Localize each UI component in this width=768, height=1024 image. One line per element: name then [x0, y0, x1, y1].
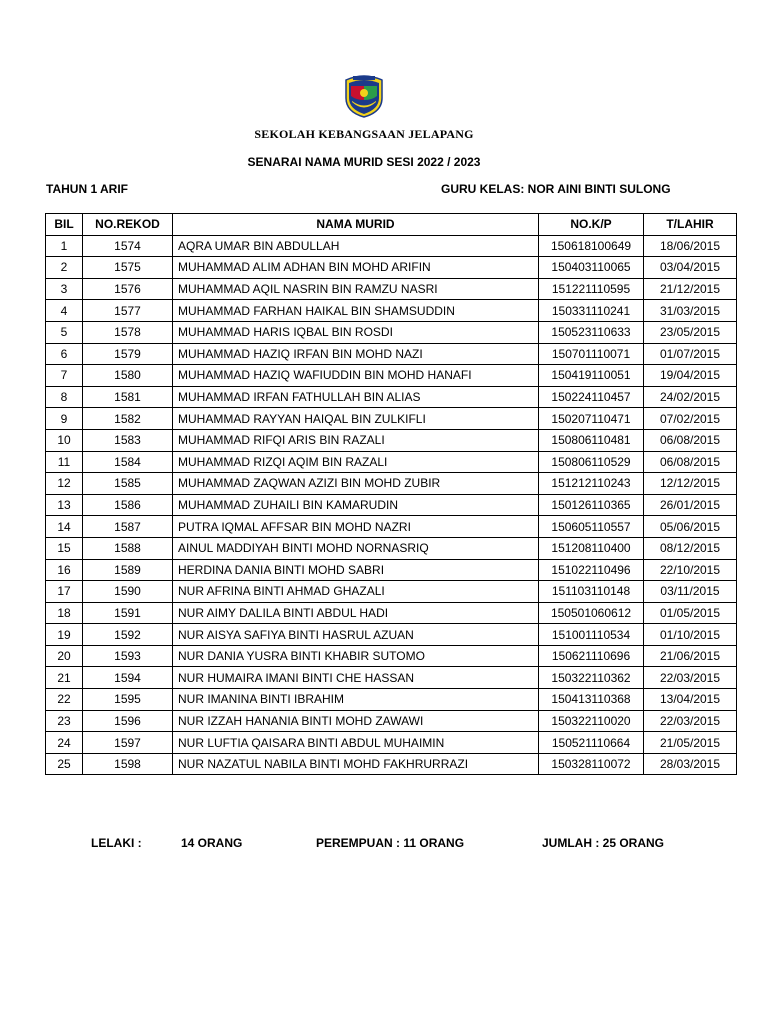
cell-t-lahir: 07/02/2015 [644, 408, 737, 430]
cell-no-kp: 150403110065 [539, 257, 644, 279]
cell-no-rekod: 1590 [83, 581, 173, 603]
cell-nama-murid: HERDINA DANIA BINTI MOHD SABRI [173, 559, 539, 581]
cell-bil: 15 [46, 537, 83, 559]
cell-no-rekod: 1585 [83, 473, 173, 495]
table-row [46, 343, 737, 365]
cell-no-rekod: 1591 [83, 602, 173, 624]
column-header-no-kp: NO.K/P [539, 214, 644, 236]
table-row [46, 559, 737, 581]
cell-nama-murid: NUR IZZAH HANANIA BINTI MOHD ZAWAWI [173, 710, 539, 732]
cell-nama-murid: MUHAMMAD ZAQWAN AZIZI BIN MOHD ZUBIR [173, 473, 539, 495]
cell-t-lahir: 13/04/2015 [644, 689, 737, 711]
cell-t-lahir: 05/06/2015 [644, 516, 737, 538]
school-name: SEKOLAH KEBANGSAAN JELAPANG [254, 127, 474, 141]
cell-no-rekod: 1598 [83, 753, 173, 775]
cell-bil: 24 [46, 732, 83, 754]
cell-nama-murid: MUHAMMAD HARIS IQBAL BIN ROSDI [173, 321, 539, 343]
cell-no-kp: 150605110557 [539, 516, 644, 538]
cell-no-rekod: 1589 [83, 559, 173, 581]
table-row [46, 624, 737, 646]
cell-bil: 12 [46, 473, 83, 495]
list-title: SENARAI NAMA MURID SESI 2022 / 2023 [247, 155, 481, 169]
cell-bil: 4 [46, 300, 83, 322]
cell-nama-murid: MUHAMMAD ZUHAILI BIN KAMARUDIN [173, 494, 539, 516]
cell-bil: 25 [46, 753, 83, 775]
cell-no-rekod: 1578 [83, 321, 173, 343]
cell-t-lahir: 22/10/2015 [644, 559, 737, 581]
cell-no-kp: 150322110362 [539, 667, 644, 689]
column-header-no-rekod: NO.REKOD [83, 214, 173, 236]
cell-t-lahir: 21/05/2015 [644, 732, 737, 754]
table-row [46, 257, 737, 279]
cell-nama-murid: NUR AIMY DALILA BINTI ABDUL HADI [173, 602, 539, 624]
cell-no-kp: 151208110400 [539, 537, 644, 559]
table-body [46, 235, 737, 775]
cell-no-kp: 151103110148 [539, 581, 644, 603]
cell-t-lahir: 18/06/2015 [644, 235, 737, 257]
cell-no-rekod: 1597 [83, 732, 173, 754]
cell-no-kp: 150621110696 [539, 645, 644, 667]
cell-bil: 9 [46, 408, 83, 430]
cell-no-rekod: 1581 [83, 386, 173, 408]
table-row [46, 710, 737, 732]
table-row [46, 451, 737, 473]
cell-no-rekod: 1596 [83, 710, 173, 732]
column-header-nama-murid: NAMA MURID [173, 214, 539, 236]
cell-no-rekod: 1586 [83, 494, 173, 516]
table-row [46, 689, 737, 711]
table-row [46, 278, 737, 300]
cell-bil: 21 [46, 667, 83, 689]
cell-no-kp: 151221110595 [539, 278, 644, 300]
cell-t-lahir: 23/05/2015 [644, 321, 737, 343]
cell-nama-murid: NUR AISYA SAFIYA BINTI HASRUL AZUAN [173, 624, 539, 646]
cell-bil: 10 [46, 429, 83, 451]
cell-t-lahir: 08/12/2015 [644, 537, 737, 559]
cell-nama-murid: MUHAMMAD IRFAN FATHULLAH BIN ALIAS [173, 386, 539, 408]
cell-no-rekod: 1595 [83, 689, 173, 711]
cell-no-kp: 150521110664 [539, 732, 644, 754]
cell-t-lahir: 01/07/2015 [644, 343, 737, 365]
table-row [46, 753, 737, 775]
cell-nama-murid: MUHAMMAD RAYYAN HAIQAL BIN ZULKIFLI [173, 408, 539, 430]
cell-bil: 18 [46, 602, 83, 624]
cell-no-kp: 150523110633 [539, 321, 644, 343]
female-count: PEREMPUAN : 11 ORANG [316, 836, 465, 850]
table-row [46, 732, 737, 754]
table-row [46, 473, 737, 495]
cell-bil: 3 [46, 278, 83, 300]
cell-bil: 11 [46, 451, 83, 473]
cell-nama-murid: MUHAMMAD ALIM ADHAN BIN MOHD ARIFIN [173, 257, 539, 279]
table-row [46, 300, 737, 322]
cell-bil: 16 [46, 559, 83, 581]
total-count: JUMLAH : 25 ORANG [542, 836, 665, 850]
table-row [46, 581, 737, 603]
cell-no-rekod: 1592 [83, 624, 173, 646]
cell-no-kp: 150126110365 [539, 494, 644, 516]
cell-no-rekod: 1579 [83, 343, 173, 365]
cell-nama-murid: PUTRA IQMAL AFFSAR BIN MOHD NAZRI [173, 516, 539, 538]
cell-t-lahir: 19/04/2015 [644, 365, 737, 387]
table-row [46, 321, 737, 343]
cell-nama-murid: MUHAMMAD HAZIQ WAFIUDDIN BIN MOHD HANAFI [173, 365, 539, 387]
table-row [46, 386, 737, 408]
cell-t-lahir: 22/03/2015 [644, 667, 737, 689]
cell-no-rekod: 1593 [83, 645, 173, 667]
cell-no-rekod: 1577 [83, 300, 173, 322]
cell-nama-murid: MUHAMMAD RIZQI AQIM BIN RAZALI [173, 451, 539, 473]
cell-t-lahir: 21/06/2015 [644, 645, 737, 667]
cell-nama-murid: MUHAMMAD AQIL NASRIN BIN RAMZU NASRI [173, 278, 539, 300]
student-table [45, 213, 737, 775]
cell-nama-murid: AINUL MADDIYAH BINTI MOHD NORNASRIQ [173, 537, 539, 559]
cell-bil: 14 [46, 516, 83, 538]
cell-bil: 1 [46, 235, 83, 257]
cell-t-lahir: 22/03/2015 [644, 710, 737, 732]
cell-no-rekod: 1575 [83, 257, 173, 279]
cell-t-lahir: 28/03/2015 [644, 753, 737, 775]
cell-bil: 13 [46, 494, 83, 516]
cell-t-lahir: 06/08/2015 [644, 429, 737, 451]
table-row [46, 516, 737, 538]
cell-t-lahir: 12/12/2015 [644, 473, 737, 495]
cell-bil: 8 [46, 386, 83, 408]
cell-nama-murid: MUHAMMAD RIFQI ARIS BIN RAZALI [173, 429, 539, 451]
cell-bil: 6 [46, 343, 83, 365]
cell-no-kp: 150501060612 [539, 602, 644, 624]
cell-bil: 2 [46, 257, 83, 279]
cell-t-lahir: 21/12/2015 [644, 278, 737, 300]
cell-nama-murid: MUHAMMAD FARHAN HAIKAL BIN SHAMSUDDIN [173, 300, 539, 322]
cell-no-kp: 150328110072 [539, 753, 644, 775]
cell-nama-murid: NUR IMANINA BINTI IBRAHIM [173, 689, 539, 711]
cell-no-kp: 150322110020 [539, 710, 644, 732]
cell-t-lahir: 31/03/2015 [644, 300, 737, 322]
cell-no-kp: 150806110481 [539, 429, 644, 451]
table-row [46, 408, 737, 430]
cell-no-rekod: 1582 [83, 408, 173, 430]
cell-no-rekod: 1588 [83, 537, 173, 559]
cell-no-kp: 151022110496 [539, 559, 644, 581]
table-row [46, 494, 737, 516]
school-crest-icon [344, 74, 384, 118]
cell-t-lahir: 03/04/2015 [644, 257, 737, 279]
cell-no-rekod: 1574 [83, 235, 173, 257]
cell-bil: 17 [46, 581, 83, 603]
class-name: TAHUN 1 ARIF [46, 182, 128, 196]
cell-nama-murid: NUR LUFTIA QAISARA BINTI ABDUL MUHAIMIN [173, 732, 539, 754]
cell-nama-murid: AQRA UMAR BIN ABDULLAH [173, 235, 539, 257]
cell-t-lahir: 03/11/2015 [644, 581, 737, 603]
table-header-row [46, 214, 737, 236]
male-count-label: LELAKI : [91, 836, 142, 850]
cell-no-kp: 150224110457 [539, 386, 644, 408]
cell-no-kp: 150806110529 [539, 451, 644, 473]
cell-nama-murid: NUR NAZATUL NABILA BINTI MOHD FAKHRURRAZI [173, 753, 539, 775]
cell-no-kp: 151001110534 [539, 624, 644, 646]
table-row [46, 365, 737, 387]
table-row [46, 645, 737, 667]
cell-t-lahir: 06/08/2015 [644, 451, 737, 473]
cell-no-kp: 150419110051 [539, 365, 644, 387]
cell-no-rekod: 1583 [83, 429, 173, 451]
cell-bil: 7 [46, 365, 83, 387]
cell-no-rekod: 1584 [83, 451, 173, 473]
cell-bil: 19 [46, 624, 83, 646]
cell-no-rekod: 1587 [83, 516, 173, 538]
cell-t-lahir: 01/10/2015 [644, 624, 737, 646]
cell-no-rekod: 1576 [83, 278, 173, 300]
cell-nama-murid: NUR AFRINA BINTI AHMAD GHAZALI [173, 581, 539, 603]
table-row [46, 537, 737, 559]
cell-nama-murid: MUHAMMAD HAZIQ IRFAN BIN MOHD NAZI [173, 343, 539, 365]
cell-no-kp: 150413110368 [539, 689, 644, 711]
cell-bil: 23 [46, 710, 83, 732]
cell-t-lahir: 26/01/2015 [644, 494, 737, 516]
cell-bil: 5 [46, 321, 83, 343]
cell-t-lahir: 24/02/2015 [644, 386, 737, 408]
table-row [46, 429, 737, 451]
cell-t-lahir: 01/05/2015 [644, 602, 737, 624]
column-header-bil: BIL [46, 214, 83, 236]
cell-bil: 20 [46, 645, 83, 667]
cell-nama-murid: NUR DANIA YUSRA BINTI KHABIR SUTOMO [173, 645, 539, 667]
cell-no-kp: 150331110241 [539, 300, 644, 322]
cell-no-kp: 151212110243 [539, 473, 644, 495]
class-teacher: GURU KELAS: NOR AINI BINTI SULONG [441, 182, 671, 196]
table-row [46, 602, 737, 624]
male-count-value: 14 ORANG [181, 836, 243, 850]
cell-no-kp: 150701110071 [539, 343, 644, 365]
table-row [46, 667, 737, 689]
cell-no-kp: 150207110471 [539, 408, 644, 430]
column-header-t-lahir: T/LAHIR [644, 214, 737, 236]
cell-bil: 22 [46, 689, 83, 711]
cell-nama-murid: NUR HUMAIRA IMANI BINTI CHE HASSAN [173, 667, 539, 689]
table-row [46, 235, 737, 257]
cell-no-kp: 150618100649 [539, 235, 644, 257]
cell-no-rekod: 1580 [83, 365, 173, 387]
cell-no-rekod: 1594 [83, 667, 173, 689]
